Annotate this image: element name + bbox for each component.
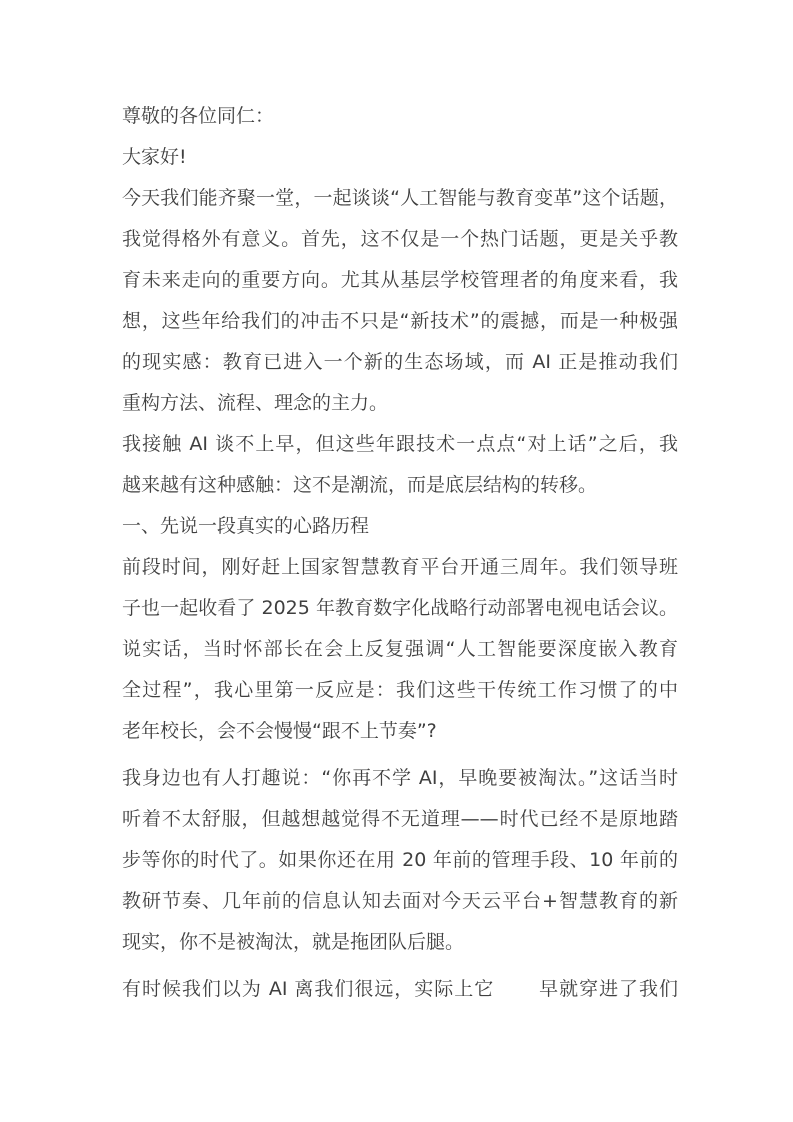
text-line: 我身边也有人打趣说：“你再不学 AI，早晚要被淘汰。”这话当时 <box>122 767 678 789</box>
paragraph-joke-reflection <box>122 758 678 963</box>
text-line: 教研节奏、几年前的信息认知去面对今天云平台+智慧教育的新 <box>122 890 678 912</box>
text-line: 育未来走向的重要方向。尤其从基层学校管理者的角度来看，我 <box>122 269 678 291</box>
text-segment: 有时候我们以为 AI 离我们很远，实际上它 <box>122 978 495 1000</box>
text-line: 全过程”，我心里第一反应是：我们这些干传统工作习惯了的中 <box>122 679 678 701</box>
text-line: 想，这些年给我们的冲击不只是“新技术”的震撼，而是一种极强 <box>122 310 678 332</box>
paragraph-intro <box>122 178 678 424</box>
text-line: 重构方法、流程、理念的主力。 <box>122 392 389 414</box>
text-line: 老年校长，会不会慢慢“跟不上节奏”? <box>122 720 437 742</box>
paragraph-ai-is-near <box>122 969 678 1010</box>
text-line <box>122 969 678 1010</box>
text-line: 大家好! <box>122 146 187 168</box>
section-heading: 一、先说一段真实的心路历程 <box>122 515 370 537</box>
text-line: 听着不太舒服，但越想越觉得不无道理——时代已经不是原地踏 <box>122 808 678 830</box>
paragraph-personal-feeling <box>122 424 678 506</box>
text-line: 步等你的时代了。如果你还在用 20 年前的管理手段、10 年前的 <box>122 849 678 871</box>
text-line: 子也一起收看了 2025 年教育数字化战略行动部署电视电话会议。 <box>122 597 678 619</box>
text-line: 尊敬的各位同仁： <box>122 105 275 127</box>
text-line: 现实，你不是被淘汰，就是拖团队后腿。 <box>122 931 465 953</box>
paragraph-salutation <box>122 96 678 137</box>
text-line: 我觉得格外有意义。首先，这不仅是一个热门话题，更是关乎教 <box>122 228 678 250</box>
text-line: 前段时间，刚好赶上国家智慧教育平台开通三周年。我们领导班 <box>122 556 678 578</box>
text-segment: 早就穿进了我们 <box>538 978 678 1000</box>
paragraph-heading-section-1 <box>122 506 678 547</box>
text-line: 的现实感：教育已进入一个新的生态场域，而 AI 正是推动我们 <box>122 351 678 373</box>
text-line: 越来越有这种感触：这不是潮流，而是底层结构的转移。 <box>122 474 598 496</box>
paragraph-greeting <box>122 137 678 178</box>
text-line: 说实话，当时怀部长在会上反复强调“人工智能要深度嵌入教育 <box>122 638 678 660</box>
text-line: 我接触 AI 谈不上早，但这些年跟技术一点点“对上话”之后，我 <box>122 433 678 455</box>
paragraph-meeting-story <box>122 547 678 752</box>
blank-gap <box>494 994 538 995</box>
document-content <box>122 96 678 1010</box>
text-line: 今天我们能齐聚一堂，一起谈谈“人工智能与教育变革”这个话题， <box>122 187 678 209</box>
